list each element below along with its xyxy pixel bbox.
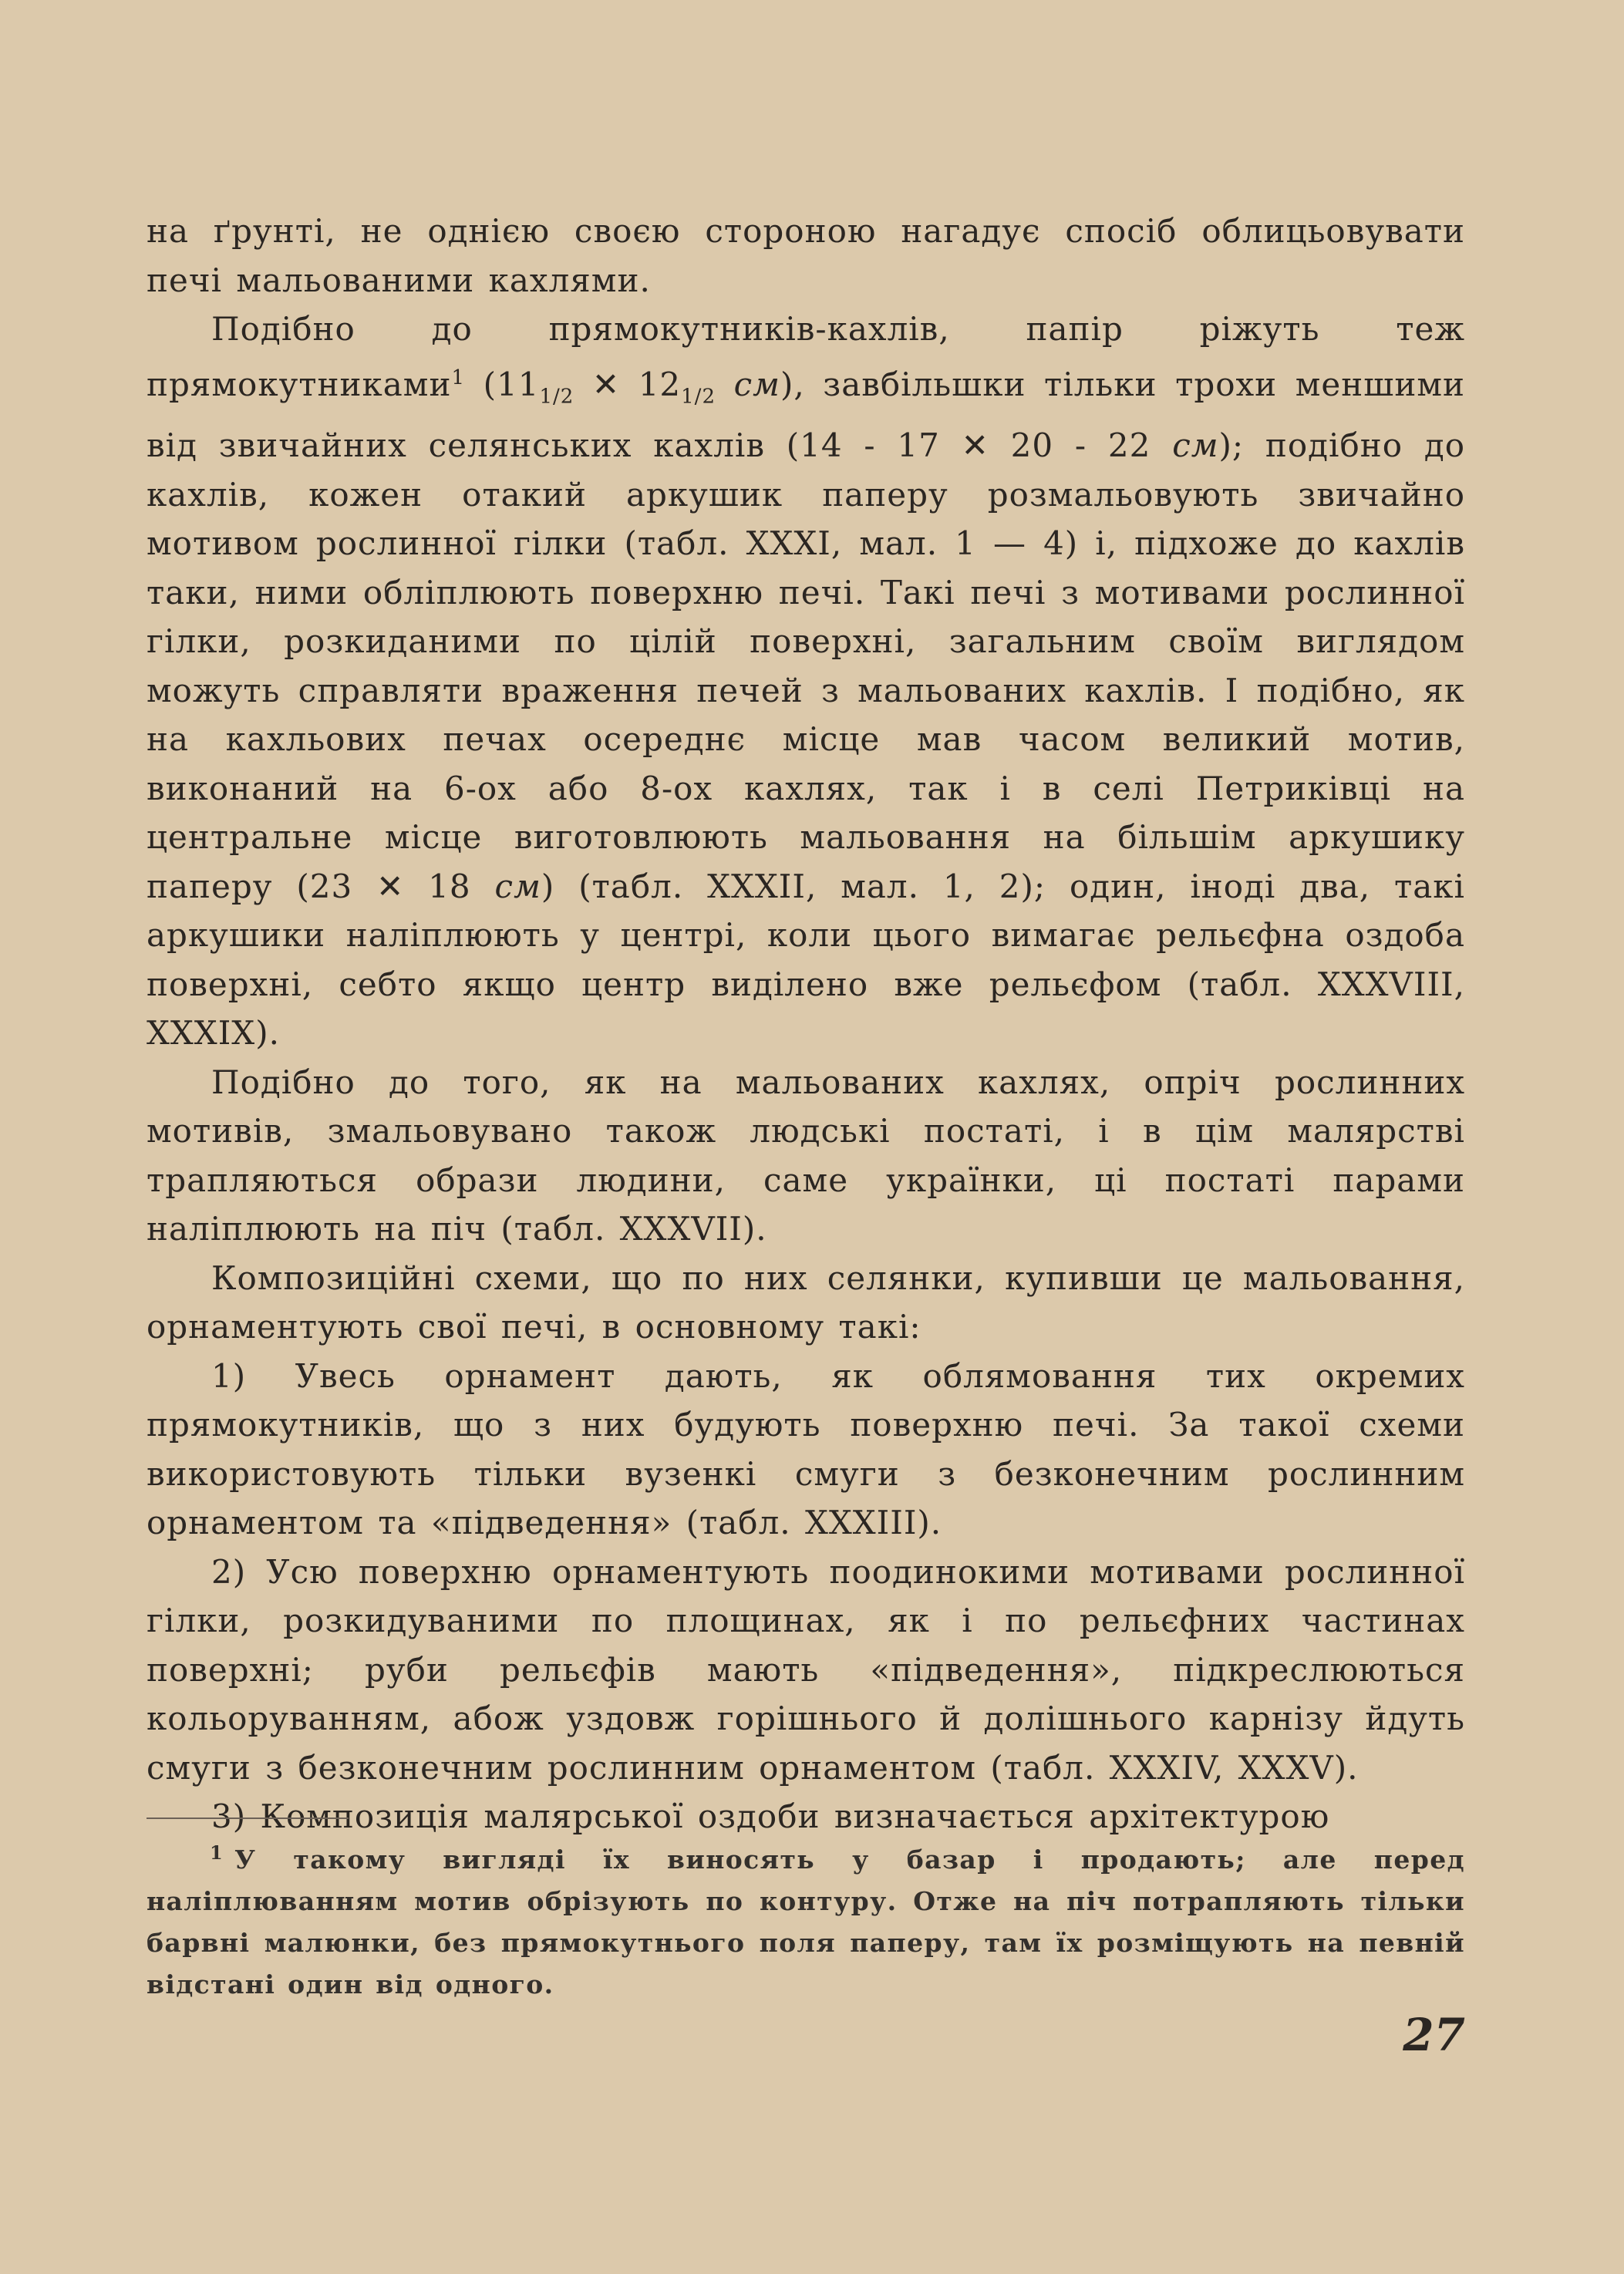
paragraph-6: 2) Усю поверхню орнаментують поодинокими мотивами рослинної гілки, розкидуваними по площинах, як і по рельєфних частинах поверхні; руби рельєфів мають «підведення», підкреслюються кольоруванням, абож уздовж горішнього й долішнього карнізу йдуть смуги з безконечним рослинним орнаментом (табл. XXXIV, XXXV). <box>147 1552 1465 1787</box>
dimension-b: 12 <box>638 365 682 403</box>
paragraph-2-middle: ), завбільшки тільки трохи меншими від звичайних селянських кахлів (14 - 17 ✕ 20 - 22 <box>147 365 1465 465</box>
paragraph-7: 3) Композиція малярської оздоби визначається архітектурою <box>211 1797 1330 1836</box>
unit-label-3: см <box>494 867 541 905</box>
dimension-a-fraction: 1/2 <box>539 384 574 408</box>
dimension-a: 11 <box>497 365 540 403</box>
paragraph-1: на ґрунті, не однією своєю стороною нагадує спосіб облицьовувати печі мальованими кахлями. <box>147 212 1465 299</box>
unit-label: см <box>733 365 780 403</box>
footnote-text: У такому вигляді їх виносять у базар і продають; але перед наліплюванням мотив обрізують по контуру. Отже на піч потрапляють тільки барвні малюнки, без прямокутнього поля паперу, там їх розміщують на певній відстані один від одного. <box>147 1844 1465 1999</box>
paragraph-4: Композиційні схеми, що по них селянки, купивши це мальовання, орнаментують свої печі, в основному такі: <box>147 1258 1465 1346</box>
paragraph-3: Подібно до того, як на мальованих кахлях, опріч рослинних мотивів, змальовувано також людські постаті, і в цім малярстві трапляються образи людини, саме українки, ці постаті парами наліплюють на піч (табл. XXXVII). <box>147 1063 1465 1248</box>
paragraph-2-after: ); подібно до кахлів, кожен отакий аркушик паперу розмальовують звичайно мотивом рослинної гілки (табл. XXXI, мал. 1 — 4) і, підхоже до кахлів таки, ними обліплюють поверхню печі. Такі печі з мотивами рослинної гілки, розкиданими по цілій поверхні, загальним своїм виглядом можуть справляти враження печей з мальованих кахлів. І подібно, як на кахльових печах осереднє місце мав часом великий мотив, виконаний на 6-ох або 8-ох кахлях, так і в селі Петриківці на центральне місце виготовлюють мальовання на більшім аркушику паперу (23 ✕ 18 <box>147 426 1465 905</box>
dimension-b-fraction: 1/2 <box>681 384 716 408</box>
footnote <box>147 1832 1465 2006</box>
paragraph-2: Подібно до прямокутників-кахлів, папір ріжуть теж прямокутниками$^1$ ($11_{1/2}$ ✕ $12_{1/2}$ см), завбільшки тільки трохи меншими від звичайних селянських кахлів (14 - 17 ✕ 20 - 22 см); подібно до кахлів, кожен отакий аркушик паперу розмальовують звичайно мотивом рослинної гілки (табл. XXXI, мал. 1 — 4) і, підхоже до кахлів таки, ними обліплюють поверхню печі. Такі печі з мотивами рослинної гілки, розкиданими по цілій поверхні, загальним своїм виглядом можуть справляти враження печей з мальованих кахлів. І подібно, як на кахльових печах осереднє місце мав часом великий мотив, виконаний на 6-ох або 8-ох кахлях, так і в селі Петриківці на центральне місце виготовлюють мальовання на більшім аркушику паперу (23 ✕ 18 см) (табл. XXXII, мал. 1, 2); один, іноді два, такі аркушики наліплюють у центрі, коли цього вимагає рельєфна оздоба поверхні, себто якщо центр виділено вже рельєфом (табл. XXXVIII, XXXIX). <box>147 310 1465 1053</box>
paragraph-2-start: Подібно до прямокутників-кахлів, папір ріжуть теж прямокутниками <box>147 310 1465 403</box>
paragraph-5: 1) Увесь орнамент дають, як облямовання тих окремих прямокутників, що з них будують поверхню печі. За такої схеми використовують тільки вузенкі смуги з безконечним рослинним орнаментом та «підведення» (табл. XXXIII). <box>147 1356 1465 1542</box>
footnote-reference: 1 <box>451 366 466 389</box>
page-number: 27 <box>1403 2009 1465 2061</box>
footnote-mark: 1 <box>210 1841 224 1864</box>
footnote-divider <box>147 1818 349 1819</box>
unit-label-2: см <box>1172 426 1219 465</box>
main-text <box>147 207 1465 1841</box>
paragraph-2-end: ) (табл. XXXII, мал. 1, 2); один, іноді два, такі аркушики наліплюють у центрі, коли цього вимагає рельєфна оздоба поверхні, себто якщо центр виділено вже рельєфом (табл. XXXVIII, XXXIX). <box>147 867 1465 1053</box>
